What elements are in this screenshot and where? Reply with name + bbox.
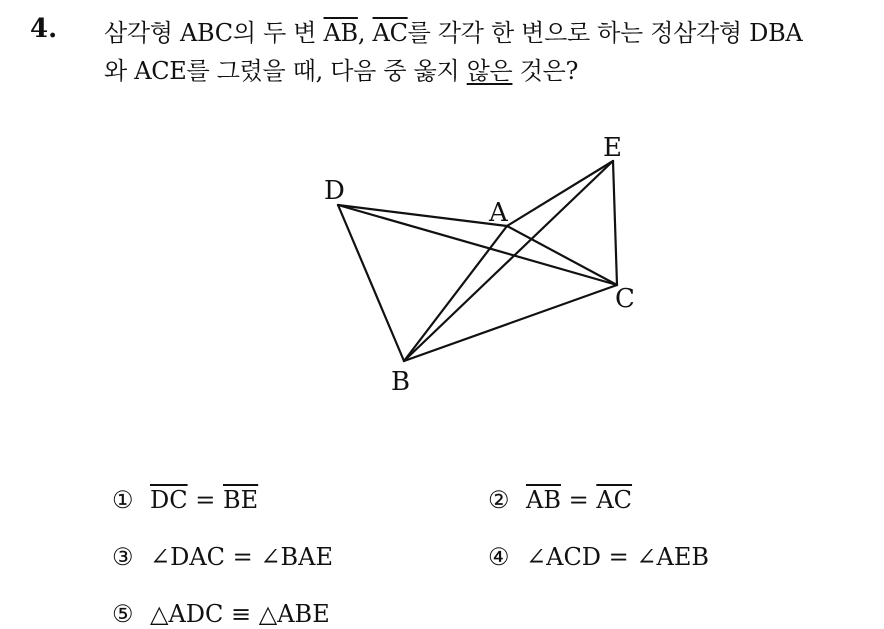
question-text-part: 것은? (512, 57, 579, 85)
label-b: B (391, 367, 411, 397)
choice-number: ② (488, 486, 510, 514)
choice-text: ∠ACD = ∠AEB (526, 543, 710, 571)
equals-sign: = (560, 486, 597, 514)
segment-ab: $\overline{AB}$ (323, 19, 358, 47)
segment-b-c (404, 285, 617, 361)
question-text-part: 를 각각 한 변으로 하는 정삼각형 DBA (407, 19, 803, 47)
choice-2[interactable] (488, 486, 632, 514)
choice-4[interactable] (488, 543, 709, 571)
label-a: A (489, 198, 508, 228)
question-text-part: 와 ACE를 그렸을 때, 다음 중 옳지 (104, 57, 467, 85)
segment-d-a (338, 205, 507, 226)
segment-b-e (404, 161, 613, 361)
segment-dc: $\overline{DC}$ (150, 486, 188, 514)
segment-a-b (404, 226, 507, 361)
segment-d-b (338, 205, 404, 361)
choice-1[interactable] (112, 486, 258, 514)
equals-sign: = (187, 486, 223, 514)
underlined-word: 않은 (466, 57, 513, 85)
segment-ac: $\overline{AC}$ (596, 486, 633, 514)
choice-number: ③ (112, 543, 134, 571)
choice-number: ① (112, 486, 134, 514)
segment-a-e (507, 161, 613, 226)
question-number: 4. (30, 14, 58, 44)
choice-number: ④ (488, 543, 510, 571)
segment-e-c (613, 161, 617, 285)
choice-3[interactable] (112, 543, 333, 571)
segment-be: $\overline{BE}$ (222, 486, 259, 514)
label-e: E (603, 133, 622, 163)
choice-number: ⑤ (112, 600, 134, 628)
choice-text: ∠DAC = ∠BAE (150, 543, 334, 571)
segment-ab: $\overline{AB}$ (526, 486, 561, 514)
segment-ac: $\overline{AC}$ (372, 19, 408, 47)
question-text-part: , (357, 19, 373, 47)
segment-a-c (507, 226, 617, 285)
label-d: D (324, 176, 345, 206)
choice-5[interactable] (112, 600, 330, 628)
choice-text: △ADC ≡ △ABE (150, 600, 330, 628)
label-c: C (615, 284, 635, 314)
question-text-part: 삼각형 ABC의 두 변 (104, 19, 324, 47)
segment-d-c (338, 205, 617, 285)
